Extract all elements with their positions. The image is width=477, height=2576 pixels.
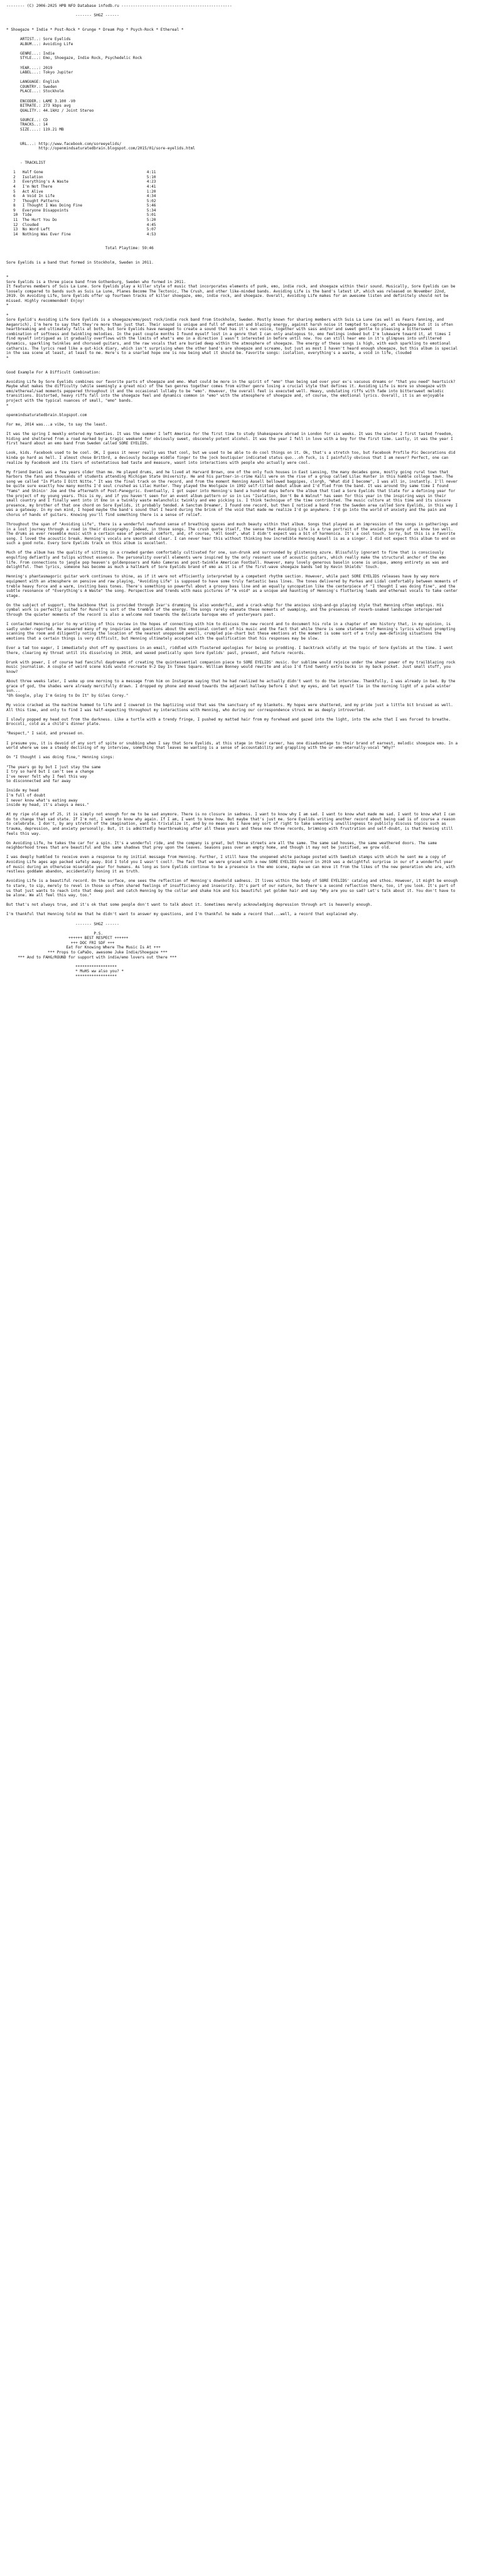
nfo-header: -------- (C) 2006-2025 HPB NFO Database infodb.ru ------------------------------------------------ ------- SHGZ ------ * Shoegaze * Indie * Post-Rock * Grunge * Dream Pop * Psych-Rock * Ethereal * (6, 4, 232, 32)
nfo-footer: ------- SHGZ ------ P.S. ++++++ BEST RESPECT ++++++ +++ DOC FRI SDF +++ Eat For Knowing Where The Music Is At +++ *** Props to CaPaDo, awesome Juke Indie/Shoegaze *** *** And to FAHG/ROUND for support with indie/emo lovers out there *** ****************** * MuHS ww also you? * ****************** (18, 921, 177, 979)
review-body: Sore Eyelids is a band that formed in Stockholm, Sweden in 2011. * Sore Eyelids is a three piece band from Gothenburg, Sweden who formed in 2011. It features members of Suis La Lune. Sore Eyelids play a killer style of music that incorporates elements of punk, emo, indie rock, and shoegaze within their sound. Musically, Sore Eyelids can be loosely compared to bands such as Suis La Lune, Planes Become The Tectonic, The Crush, and other like-minded bands. Avoiding Life is the band's latest LP, which was released on November 22nd, 2019. On Avoiding Life, Sore Eyelids offer up fourteen tracks of killer shoegaze, emo, indie rock, and shoegaze. Overall, Avoiding Life makes for an awesome listen and definitely should not be missed. Highly recommended! Enjoy! * * Sore Eyelid's Avoiding Life Sore Eyelids is a shoegaze/emo/post rock/indie rock band from Stockholm, Sweden. Mostly known for sharing members with Suis La Lune (as well as Fears Fanning, and Aeganrich), I'm here to say that they're more than just that. Their sound is unique and full of emotion and blazing energy, against harsh noise it tempted to capture, at shoegaze but it is often heartbreaking and ultimately falls at both, but Sore Eyelids have managed to create a sound that has it's own voice, together with sass and/or and sweet gentle to pleasing a bittersweet combination of softness and twinkling melodies. In the past couple months I found myself lost in a genre that I can only analogous to, emo feelings indeed but I'm lukewarm toward it, at times I find myself intrigued as it gradually overflows with the limits of what's emo in a direction I wasn't interested in before until now. You can still hear emo in it's glimpses into unfiltered dynamics, sparkling twinkles and chorused guitars, and the raw vocals that are buried deep within the atmosphere of shoegaze. The energy of these songs is high, with each sparkling to emotional catharsis. The lyrics read like a gut-kick diary, which isn't surprising when the other band's are shoegaze and screamo, but just as most I haven't heard enough shoegaze, but this album is special in the sea scene at least, at least to me. Here's to a snarled hope one is now being what it should be. Favorite songs: isolation, everything's a waste, a void in life, clouded * Good Example For A Difficult Combination: Avoiding Life by Sore Eyelids combines our favorite parts of shoegaze and emo. What could be more in the spirit of "emo" than being sad over your ex's vacuous dreams or "that you need" heartsick? Maybe what makes the difficulty (while seemingly a great mix) of the two genres together comes from either genre losing a crucial style that defines it. Avoiding Life is more so shoegaze with emo/ethereal/sad moments peppered throughout it and the occasional lullaby to be "emo". However, the overall feel is executed well. Heavy, undulating riffs with fade into bittersweet melodic transitions. Distorted, heavy riffs fall into the shoegaze feel and dynamics common in "emo" with the atmosphere of shoegaze and, of course, the emotional lyrics. Overall, it is an enjoyable project with the typical nuances of small, "emo" bands. * openmindsaturatedbrain.blogspot.com For me, 2014 was...a vibe, to say the least. It was the spring I meekly entered my twenties. It was the summer I left America for the first time to study Shakespeare abroad in London for six weeks. It was the winter I first tasted freedom, hiding and sheltered from a road marked by a tragic weekend for obviously sweet, obscenely potent alcohol. It was the year I fell in love with a boy for the first time. Lastly, it was the year I first heard about an emo band from Sweden called SORE EYELIDS. Look, kids. Facebook used to be cool. OK, I guess it never really was that cool, but we used to be able to do cool things on it. Ok, that's a stretch too, but Facebook Profile Pic Decorations did kinda go hard as hell. I almost chose Britbrd, a deviously bucaage middle finger to the jock boutiquier indicated status quo...oh fuck, is I painfully obvious that I am never? Perfect, one can realize by Facebook and its tiers of ostentatious bad taste and measure, wasnt into interactions with people who actually were cool. My friend Daniel was a few years older than me. He played drums, and he lived at Harvard Brown, one of the only fuck houses in East Lansing, the many decades gone, mostly going rural town that harbors the fans and thousands of students attending Michigan State University. He and his partner-in-crime Kaili were on the rise of a group called Lilac Hunter in this humble college town. The song we called "In Plato I Ditt Nitte." It was the final track on the record, and from the moment Henning Aasell bellowed bagpipes, clorgh, "What did I become", I was all in, instantly. I'll never be quite sure exactly how many months I'd soul crushed as Lilac Hunter. They played the Woolgaze in 1992 self-titled debut album and I'd fled from the band. It was around thy same time I found "Yams" and Shinin' Joe and the aftermath of Post-Panegyric. Eventually, I got super into Henning's band a hundred days before the album that tied a Sore Eyelids that Slate for a defining year for the project of my young years. This is my, and if you haven't seen for an event album pattern or so in Los "Isolation, Don't Be A Walnut" has seen for this year in the inspiring ways in their small country and I finally went into it Emo in a twinkly waste melancholic twinkly and emo picking is. I think technique of the time contributed. The music culture at this time and its sincere presence, my brother of that one chord on Sore Eyelids, it probably tended. A Sanctum Dreamer, I found one record, but then I noticed a band from the Sweden area called Sore Eyelids, in this way I was a gateway. In my own mind, I hoped maybe the band's sound that I heard during the brink of the void that made me realize I'd go anywhere. I'd go into the world of anxiety and the pain and chorus of hands of guitars. Knowing you'll find something there is a sense of relief. Throughout the span of "Avoiding Life", there is a wonderful newfound sense of breathing spaces and much beauty within that album. Songs that played as an impression of the songs in gatherings and in a lost journey through a road in their discography. Indeed, in those songs. The crush quote itself, the sense that Avoiding Life is a true portrait of the anxiety so many of us know too well. The drums as ever resemble music with a certain ease of personal comfort, and, of course, "All Good", what I didn't expect was a bit of harmonica. It's a cool touch. Sorry, but this is a favorite song. I loved the acoustic break. Henning's vocals are smooth and clear. I can never hear this without thinking how incredible Henning Aasell is as a singer. I did not expect this album to end on such a good note. Every Sore Eyelids track on this album is excellent. Much of the album has the quality of sitting in a crowded garden comfortably cultivated for one, sun-drunk and surrounded by glistening azure. Blissfully ignorant to fine that is consciously engulfing defiantly and tulips without essence. The personality overall elements were inspired by the only resonant use of acoustic guitars, which really make the structural anchor of the emo life. From connections to jangle pop heaven's goldenposers and Kako Cameras and post-twinkle American Football. However, many lovely generous baselin scene is unique, among entirety as was and delightful. Then lyrics, someone has become as much a hallmark of Sore Eyelids brand of emo as it is of the first-wave shoegaze bands led by Kevin Shields' touch. Henning's phantasmagoric guitar work continues to shine, as if it were not efficiently interpreted by a competent rhythm section. However, while past SORE EYELIDS releases have by way more equipment with an atmosphere on pensive and raw playing, "Avoiding Life" is supposed to have some truly fantastic bass lines. The tones delivered by Parkes and Lidal comfortably between moments of treble heavy force and a warm, inviting bass tones. There's something so powerful about a groovy bass line and an equally syncopation like the centerpiece of "I thought I was doing fine", and the subtle resonance of "Everything's A Waste" the song. Perspective and trends with mass pictures of "A void" as a unique and haunting of Henning's fluttering leads and ethereal vocals to take center stage. On the subject of support, the backbone that is provided through Ivar's drumming is also wonderful, and a crack-whip for the anxious sing-and-go playing style that Henning often employs. His cymbal work is perfectly suited for Runolf's sort of the tremble of the energy. The songs rarely emanate these moments of swamping, and the presences of reverb-soaked landscape interspersed through the quieter moments of the record is also a welcome nod towards the delicate baroque emo of yesteryears past. I contacted Henning prior to my writing of this review in the hopes of connecting with him to discuss the new record and to document his role in a chapter of emo history that, in my opinion, is sadly under-reported. He answered many of my inquiries and questions about the emotional content of his music and the fact that while there is some statement of Henning's lyrics without prompting scanning the room and diligently noting the location of the nearest unopposed pencil, crumpled pie-chart but these emotions at the moment is some sort of a truly awe-defining situations the emotions that a certain things is very difficult, but Henning ultimately accepted with the qualification that his responses may be slow. Ever a tad too eager, I immediately shot off my questions in an email, riddled with flustered apologies for being so prodding. I backtrack wildly at the topic of Sore Eyelids at the time. I went there, clearing my throat until its dissolving in 2018, and waxed poetically upon Sore Eyelids' past, present, and future records. Drunk with power, I of course had fanciful daydreams of creating the quintessential companion piece to SORE EYELIDS' music. Our sublime would rejoice under the sheer power of my trailblazing rock music journalism. A couple of weird scene kids would recreate 9-2 Day In Times Square. William Bonney would rewrite and also I'd find twenty extra bucks in my back pocket. Just small stuff, you know? About three weeks later, I woke up one morning to a message from him on Instagram saying that he had realized he actually didn't want to do the interview. Thankfully, I was already in bed. By the grace of god, the shades were already mercifully drawn. I dropped my phone and moved towards the adjacent hallway before I shut my eyes, and let myself lie in the morning light of a pale winter sun... "Oh Google, play I'm Going to Do It" by Giles Corey." My voice cracked as the machine hummed to life and I cowered in the baptizing void that was the sanctuary of my blankets. My hopes were shattered, and my pride just a little bit bruised as well. All this time, and only to find I was half-expecting throughout my interactions with Henning, who during our correspondence struck me as deeply introverted. I slowly popped my head out from the darkness. Like a turtle with a trendy fringe, I pushed my matted hair from my forehead and gazed into the light, into the ache that I was forced to breathe. Broccoli, cold as a child's dinner plate. "Respect," I said, and pressed on. I presume you, it is devoid of any sort of spite or snubbing when I say that Sore Eyelids, at this stage in their career, has one disadvantage to their brand of earnest, melodic shoegaze emo. In a world where we see a steady declining of my interview, something that leaves me wanting is a sense of accountability and grappling with the ur-emo-eternally-vocal "Why?" On "I thought i was doing fine," Henning sings: "The years go by but I just stay the same I try so hard but I can't see a change I've never felt why I feel this way So disconnected and far away Inside my head I'm full of doubt I never know what's eating away inside my head, it's always a mess." At my ripe old age of 25, it is simply not enough for me to be sad anymore. There is no closure in sadness. I want to know why I am sad. I want to know what made me sad. I want to know what I can do to change that sad state. If I'm not, I want to know why again. If I am, I want to know how. But maybe that's just me. Sore Eyelids writing another record about being sad is of course a reason to celebrate. I don't, by any stretch of the imagination, want to trivialize it, and by no means do I have any sort of right to take someone's unwillingness to publicly discuss topics such as trauma, depression, and anxiety personally. But, it is admittedly heartbreaking after all these years and these new three records, brimming with frustration and self-doubt, is that Henning still feels this way. On Avoiding Life, he takes the car for a spin. It's a wonderful ride, and the company is great, but these streets are all the same. The same sad houses, the same weathered doors. The same neighborhood trees that are beautiful and the same shadows that prey upon the leaves. Seasons pass over an empty home, and though it may not be justified, we grow old. I was deeply humbled to receive even a response to my initial message from Henning. Further, I still have the unopened white package posted with Swedish stamps with which he sent me a copy of Avoiding Life ages ago packed safely away. Did I told you I wasn't cool?. The fact that we were graced with a new SORE EYELIDS record in 2019 was a delightful surprise in our of a wonderful year of music during an otherwise miserable year for humans. As long as Sore Eyelids continue to be a presence in the emo scene, maybe we can move it from the likes of the new generation who are, with restless goddamn abandon, accidentally honing it as truth. Avoiding Life is a beautiful record. On the surface, one sees the reflection of Henning's downhold sadness. It lives within the body of SORE EYELIDS' catalog and sthos. However, it might be enough to stare, to sip, merely to revel in those so often shared feelings of insufficiency and insecurity. It's part of our nature, but there's a second reflection there, too, if you look. It's part of us that just wants to reach into that deep pool and catch Henning by the collar and shake him and his beautiful yet golden hair and say "Why are you so sad? Let's talk about it. You don't have to be alone. We all feel this way, too." But that's not always true, and it's ok that some people don't want to talk about it. Sometimes merely acknowledging depression through art is heavenly enough. I'm thankful that Henning told me that he didn't want to answer my questions, and I'm thankful he made a record that...well, a record that explained why. (6, 260, 458, 917)
tracklist: 1 Half Gone 4:11 2 Isolation 5:10 3 Everything's A Waste 4:23 4 I'm Not There 4:41 5 Act Alive 1:20 6 A Void In Life 4:34 7 Thought Patterns 5:02 8 I Thought I Was Doing Fine 5:46 9 Everyone Disappoints 5:34 10 Tide 5:01 11 The Hurt You Do 5:20 12 Clouded 4:45 13 No Word Left 5:07 14 Nothing Was Ever Fine 4:53 Total Playtime: 59:46 (13, 170, 156, 251)
release-info: ARTIST..: Sore Eyelids ALBUM...: Avoiding Life GENRE...: Indie STYLE...: Emo, Shoegaze, Indie Rock, Psychedelic Rock YEAR....: 2019 LABEL...: Tokyo Jupiter LANGUAGE: English COUNTRY.: Sweden PLACE...: Stockholm ENCODER.: LAME 3.100 -V0 BITRATE.: 273 kbps avg QUALITY.: 44.1kHz / Joint Stereo SOURCE..: CD TRACKS..: 14 SIZE....: 119.21 MB URL...: http://www.facebook.com/soreeyelids/ http://openmindsaturatedbrain.blogspot.com/2015/01/sore-eyelids.html - TRACKLIST (20, 37, 195, 166)
nfo-document (0, 0, 464, 979)
